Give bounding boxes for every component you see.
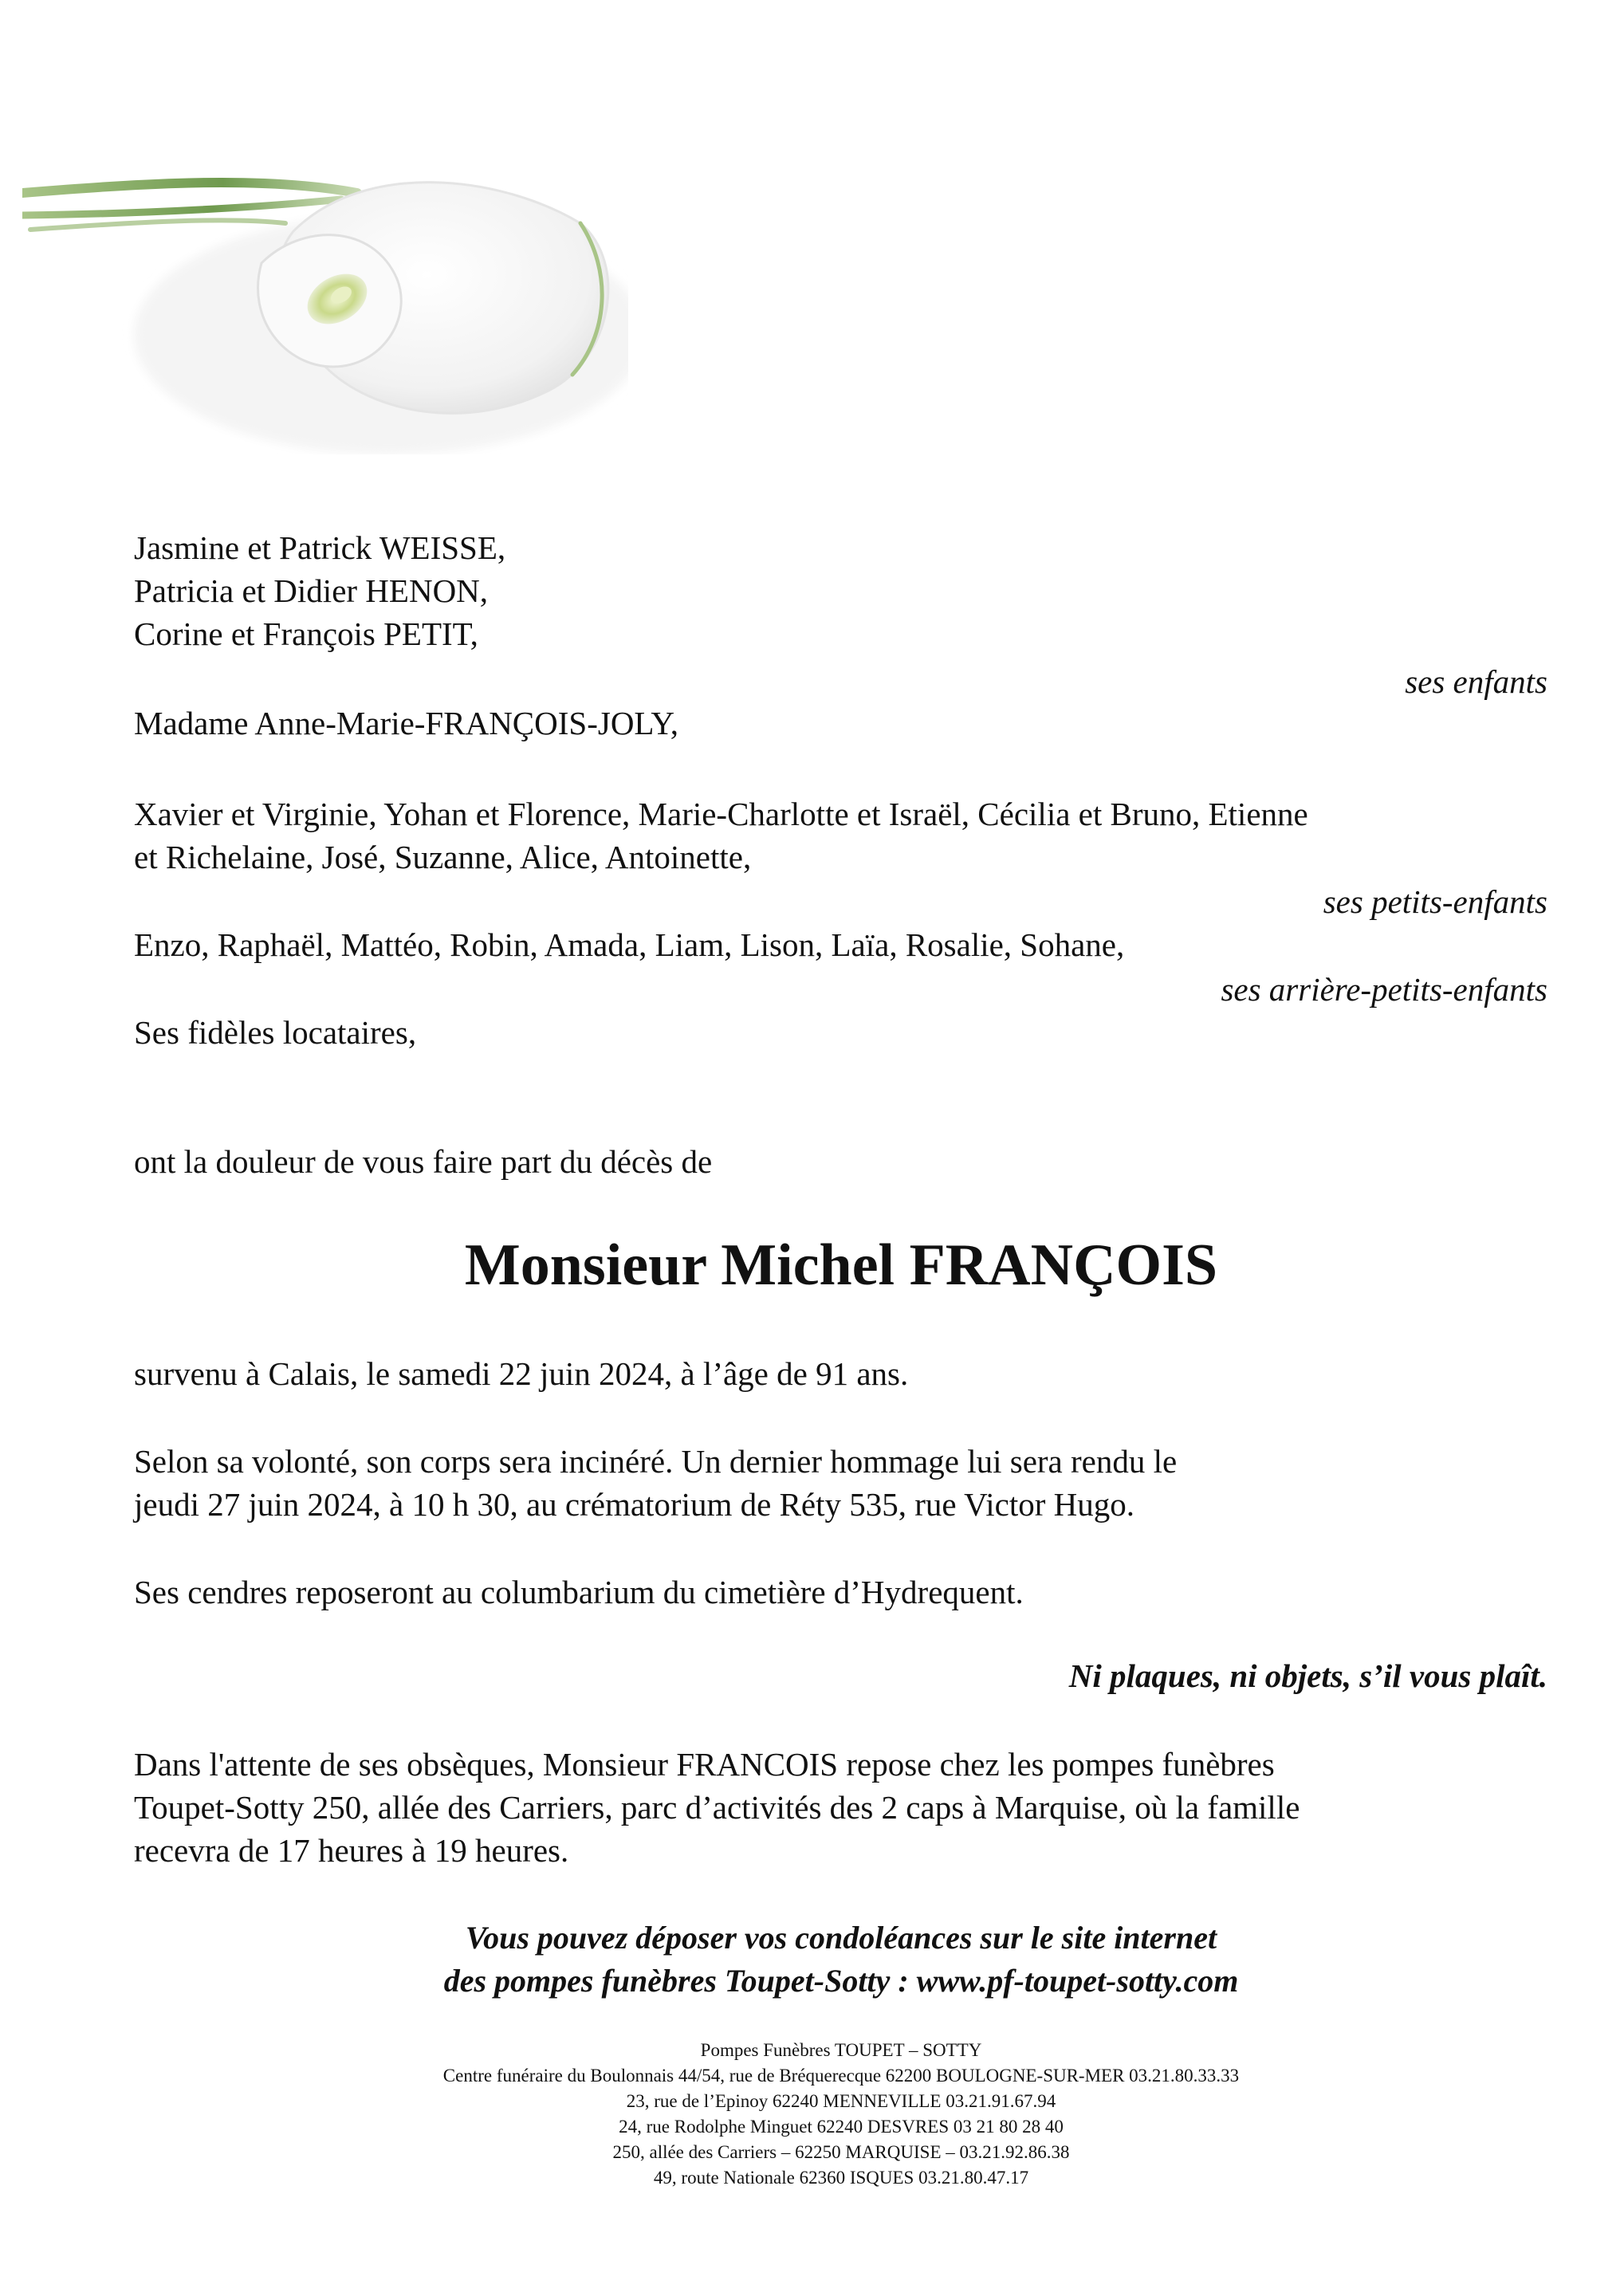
- ashes-line: Ses cendres reposeront au columbarium du cimetière d’Hydrequent.: [134, 1574, 1024, 1610]
- funeral-home-footer: [0, 2038, 1624, 2191]
- family-line-4: Madame Anne-Marie-FRANÇOIS-JOLY,: [134, 705, 678, 741]
- footer-address-1: Centre funéraire du Boulonnais 44/54, rue de Bréquerecque 62200 BOULOGNE-SUR-MER 03.21.80.33.33: [442, 2066, 1240, 2086]
- footer-address-2: 23, rue de l’Epinoy 62240 MENNEVILLE 03.21.91.67.94: [626, 2091, 1056, 2111]
- family-line-3: Corine et François PETIT,: [134, 615, 478, 652]
- great-grandchildren-label: ses arrière-petits-enfants: [1221, 971, 1547, 1008]
- deceased-name: Monsieur Michel FRANÇOIS: [464, 1233, 1218, 1298]
- tenants-line: Ses fidèles locataires,: [134, 1014, 417, 1051]
- rest-line-1: Dans l'attente de ses obsèques, Monsieur FRANCOIS repose chez les pompes funèbres: [134, 1746, 1275, 1783]
- rest-line-3: recevra de 17 heures à 19 heures.: [134, 1832, 569, 1869]
- children-label: ses enfants: [1405, 663, 1547, 700]
- grandchildren-line-1: Xavier et Virginie, Yohan et Florence, Marie-Charlotte et Israël, Cécilia et Bruno, Etienne: [134, 796, 1308, 832]
- footer-address-5: 49, route Nationale 62360 ISQUES 03.21.80.47.17: [653, 2168, 1029, 2188]
- footer-company: Pompes Funèbres TOUPET – SOTTY: [700, 2040, 982, 2060]
- death-details: survenu à Calais, le samedi 22 juin 2024, à l’âge de 91 ans.: [134, 1355, 909, 1392]
- announcement-intro: ont la douleur de vous faire part du décès de: [134, 1143, 713, 1180]
- footer-address-3: 24, rue Rodolphe Minguet 62240 DESVRES 03 21 80 28 40: [619, 2117, 1064, 2137]
- great-grandchildren-line: Enzo, Raphaël, Mattéo, Robin, Amada, Liam, Lison, Laïa, Rosalie, Sohane,: [134, 926, 1125, 963]
- grandchildren-line-2: et Richelaine, José, Suzanne, Alice, Antoinette,: [134, 839, 752, 875]
- grandchildren-label: ses petits-enfants: [1323, 883, 1547, 920]
- ceremony-line-1: Selon sa volonté, son corps sera incinéré. Un dernier hommage lui sera rendu le: [134, 1443, 1178, 1480]
- condolences-line-2: des pompes funèbres Toupet-Sotty : www.pf-toupet-sotty.com: [443, 1963, 1239, 1999]
- no-flowers-line: Ni plaques, ni objets, s’il vous plaît.: [1068, 1657, 1547, 1694]
- rest-line-2: Toupet-Sotty 250, allée des Carriers, parc d’activités des 2 caps à Marquise, où la famille: [134, 1789, 1300, 1826]
- calla-lily-illustration: [22, 128, 628, 454]
- family-line-1: Jasmine et Patrick WEISSE,: [134, 529, 506, 566]
- footer-address-4: 250, allée des Carriers – 62250 MARQUISE – 03.21.92.86.38: [612, 2142, 1070, 2162]
- condolences-line-1: Vous pouvez déposer vos condoléances sur le site internet: [465, 1920, 1217, 1956]
- ceremony-line-2: jeudi 27 juin 2024, à 10 h 30, au crématorium de Réty 535, rue Victor Hugo.: [134, 1486, 1135, 1523]
- family-line-2: Patricia et Didier HENON,: [134, 572, 489, 609]
